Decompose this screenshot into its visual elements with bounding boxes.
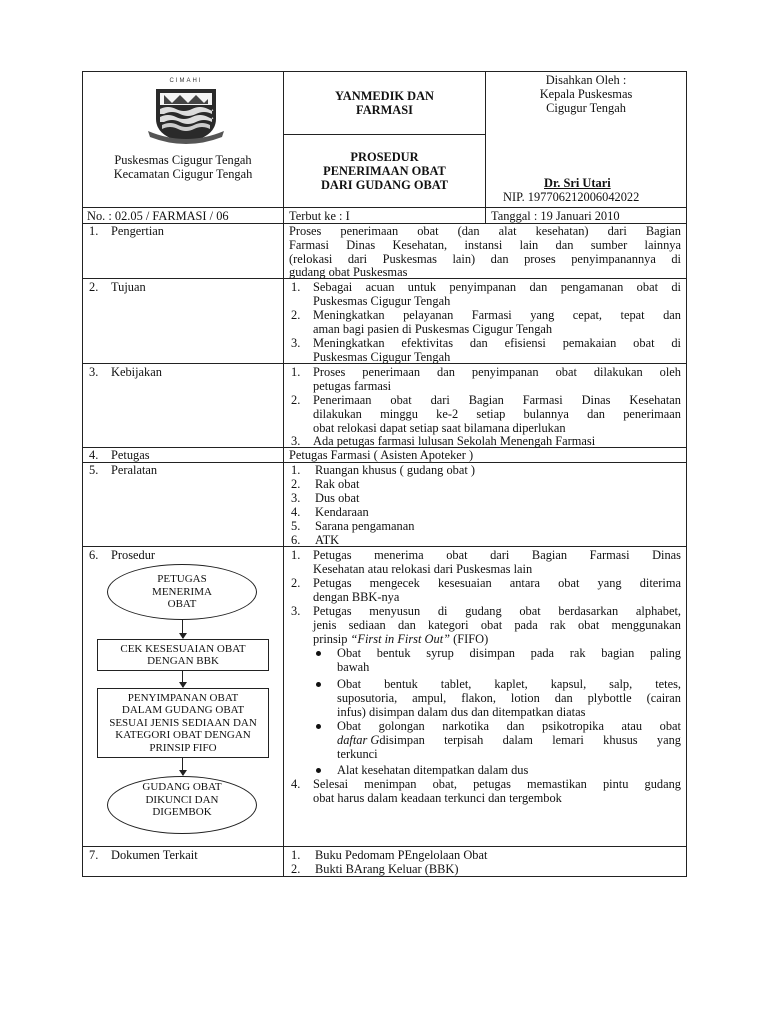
procedure-title-line2: PENERIMAAN OBAT [323, 164, 446, 178]
list-number: 2. [291, 393, 301, 407]
section-7-number: 7. [89, 848, 99, 862]
list-number: 6. [291, 533, 301, 547]
bullet-icon [316, 682, 321, 687]
bullet-item-daftar [337, 733, 681, 747]
section-6-number: 6. [89, 548, 99, 562]
list-item: Selesai menimpan obat, petugas memastikan pintu gudang [313, 777, 681, 791]
list-item: Penerimaan obat dari Bagian Farmasi Dinas Kesehatan [313, 393, 681, 407]
list-number: 3. [291, 604, 301, 618]
list-item: obat relokasi dapat setiap saat bilamana diperlukan [313, 421, 566, 435]
procedure-title-line1: PROSEDUR [350, 150, 419, 164]
list-item: petugas farmasi [313, 379, 392, 393]
list-number: 2. [291, 576, 301, 590]
flow-step-lock: GUDANG OBAT DIKUNCI DAN DIGEMBOK [107, 776, 257, 834]
approval-place: Cigugur Tengah [546, 101, 626, 115]
section-4-number: 4. [89, 448, 99, 462]
list-number: 1. [291, 365, 301, 379]
list-item: jenis sediaan dan kategori obat pada rak obat menggunakan [313, 618, 681, 632]
section-4-value: Petugas Farmasi ( Asisten Apoteker ) [289, 448, 474, 462]
list-item: Sarana pengamanan [315, 519, 415, 533]
logo [146, 78, 226, 144]
list-item: Sebagai acuan untuk penyimpanan dan pengamanan obat di [313, 280, 681, 294]
daftar-g: daftar G [337, 733, 380, 747]
section-6-label: Prosedur [111, 548, 156, 562]
list-number: 3. [291, 491, 301, 505]
document-number: No. : 02.05 / FARMASI / 06 [87, 209, 229, 223]
list-number: 3. [291, 336, 301, 350]
flow-arrow [182, 671, 183, 687]
list-item: Meningkatkan pelayanan Farmasi yang cepat, tepat dan [313, 308, 681, 322]
flow-step-check: CEK KESESUAIAN OBAT DENGAN BBK [97, 639, 269, 671]
signer-name: Dr. Sri Utari [544, 176, 611, 190]
signer-nip: NIP. 197706212006042022 [503, 190, 640, 204]
city-emblem-icon [146, 85, 226, 145]
list-item: Meningkatkan efektivitas dan efisiensi pemakaian obat di [313, 336, 681, 350]
list-number: 2. [291, 862, 301, 876]
list-item: Proses penerimaan dan penyimpanan obat dilakukan oleh [313, 365, 681, 379]
list-number: 5. [291, 519, 301, 533]
bullet-item: Alat kesehatan ditempatkan dalam dus [337, 763, 529, 777]
procedure-title-line3: DARI GUDANG OBAT [320, 178, 449, 192]
dept-title-line2: FARMASI [356, 103, 413, 117]
list-item: Petugas menerima obat dari Bagian Farmasi Dinas [313, 548, 681, 562]
section-3-number: 3. [89, 365, 99, 379]
section-7-label: Dokumen Terkait [111, 848, 198, 862]
org-district: Kecamatan Cigugur Tengah [113, 167, 253, 181]
section-1-line: Proses penerimaan obat (dan alat kesehatan) dari Bagian [289, 224, 681, 238]
list-number: 1. [291, 280, 301, 294]
section-5-label: Peralatan [111, 463, 158, 477]
fifo-prefix: prinsip [313, 632, 351, 646]
issue-number: Terbut ke : I [289, 209, 350, 223]
daftar-g-rest: disimpan terpisah dalam lemari khusus yang [379, 733, 681, 747]
list-item: dengan BBK-nya [313, 590, 400, 604]
list-item: Petugas mengecek kesesuaian antara obat yang diterima [313, 576, 681, 590]
bullet-icon [316, 768, 321, 773]
bullet-icon [316, 724, 321, 729]
list-number: 1. [291, 463, 301, 477]
list-item: Bukti BArang Keluar (BBK) [315, 862, 459, 876]
flow-step-receive: PETUGAS MENERIMA OBAT [107, 564, 257, 620]
list-item: dilakukan minggu ke-2 setiap bulannya dan penerimaan [313, 407, 681, 421]
section-1-line: Farmasi Dinas Kesehatan, instansi lain dan sumber lainnya [289, 238, 681, 252]
list-item-fifo [313, 632, 488, 646]
section-1-number: 1. [89, 224, 99, 238]
list-item: Puskesmas Cigugur Tengah [313, 294, 451, 308]
section-2-label: Tujuan [111, 280, 146, 294]
list-number: 2. [291, 477, 301, 491]
list-item: Dus obat [315, 491, 360, 505]
list-item: obat harus dalam keadaan terkunci dan tergembok [313, 791, 562, 805]
list-item: Puskesmas Cigugur Tengah [313, 350, 451, 364]
section-1-label: Pengertian [111, 224, 164, 238]
list-item: ATK [315, 533, 340, 547]
approval-label: Disahkan Oleh : [545, 73, 627, 87]
bullet-item: suposutoria, ampul, flakon, lotion dan plybottle (cairan [337, 691, 681, 705]
list-item: Buku Pedomam PEngelolaan Obat [315, 848, 488, 862]
list-item: Rak obat [315, 477, 360, 491]
bullet-item: Obat bentuk syrup disimpan pada rak bagian paling [337, 646, 681, 660]
bullet-icon [316, 651, 321, 656]
list-item: Ruangan khusus ( gudang obat ) [315, 463, 476, 477]
list-number: 4. [291, 777, 301, 791]
list-item: aman bagi pasien di Puskesmas Cigugur Tengah [313, 322, 553, 336]
dept-title-line1: YANMEDIK DAN [334, 89, 434, 103]
bullet-item: infus) disimpan dalam dus dan ditempatkan diatas [337, 705, 586, 719]
logo-text: CIMAHI [169, 78, 203, 84]
section-3-label: Kebijakan [111, 365, 162, 379]
bullet-item: bawah [337, 660, 370, 674]
section-5-number: 5. [89, 463, 99, 477]
section-1-line: gudang obat Puskesmas [289, 265, 408, 279]
fifo-quote: “First in First Out” [350, 632, 451, 646]
org-name: Puskesmas Cigugur Tengah [114, 153, 252, 167]
list-item: Ada petugas farmasi lulusan Sekolah Menengah Farmasi [313, 434, 596, 448]
list-number: 3. [291, 434, 301, 448]
flow-arrow [182, 758, 183, 775]
flow-step-store: PENYIMPANAN OBAT DALAM GUDANG OBAT SESUAI JENIS SEDIAAN DAN KATEGORI OBAT DENGAN PRINSIP FIFO [97, 688, 269, 758]
flow-arrow [182, 620, 183, 638]
section-4-label: Petugas [111, 448, 150, 462]
bullet-item: terkunci [337, 747, 378, 761]
issue-date: Tanggal : 19 Januari 2010 [491, 209, 620, 223]
list-number: 1. [291, 848, 301, 862]
list-item: Kendaraan [315, 505, 369, 519]
list-number: 2. [291, 308, 301, 322]
approval-position: Kepala Puskesmas [539, 87, 633, 101]
list-number: 1. [291, 548, 301, 562]
bullet-item: Obat bentuk tablet, kaplet, kapsul, salp, tetes, [337, 677, 681, 691]
list-number: 4. [291, 505, 301, 519]
bullet-item: Obat golongan narkotika dan psikotropika atau obat [337, 719, 681, 733]
list-item: Petugas menyusun di gudang obat berdasarkan alphabet, [313, 604, 681, 618]
section-1-line: (relokasi dari Puskesmas lain) dan proses penyimpanannya di [289, 252, 681, 266]
fifo-suffix: (FIFO) [450, 632, 489, 646]
section-2-number: 2. [89, 280, 99, 294]
list-item: Kesehatan atau relokasi dari Puskesmas lain [313, 562, 533, 576]
